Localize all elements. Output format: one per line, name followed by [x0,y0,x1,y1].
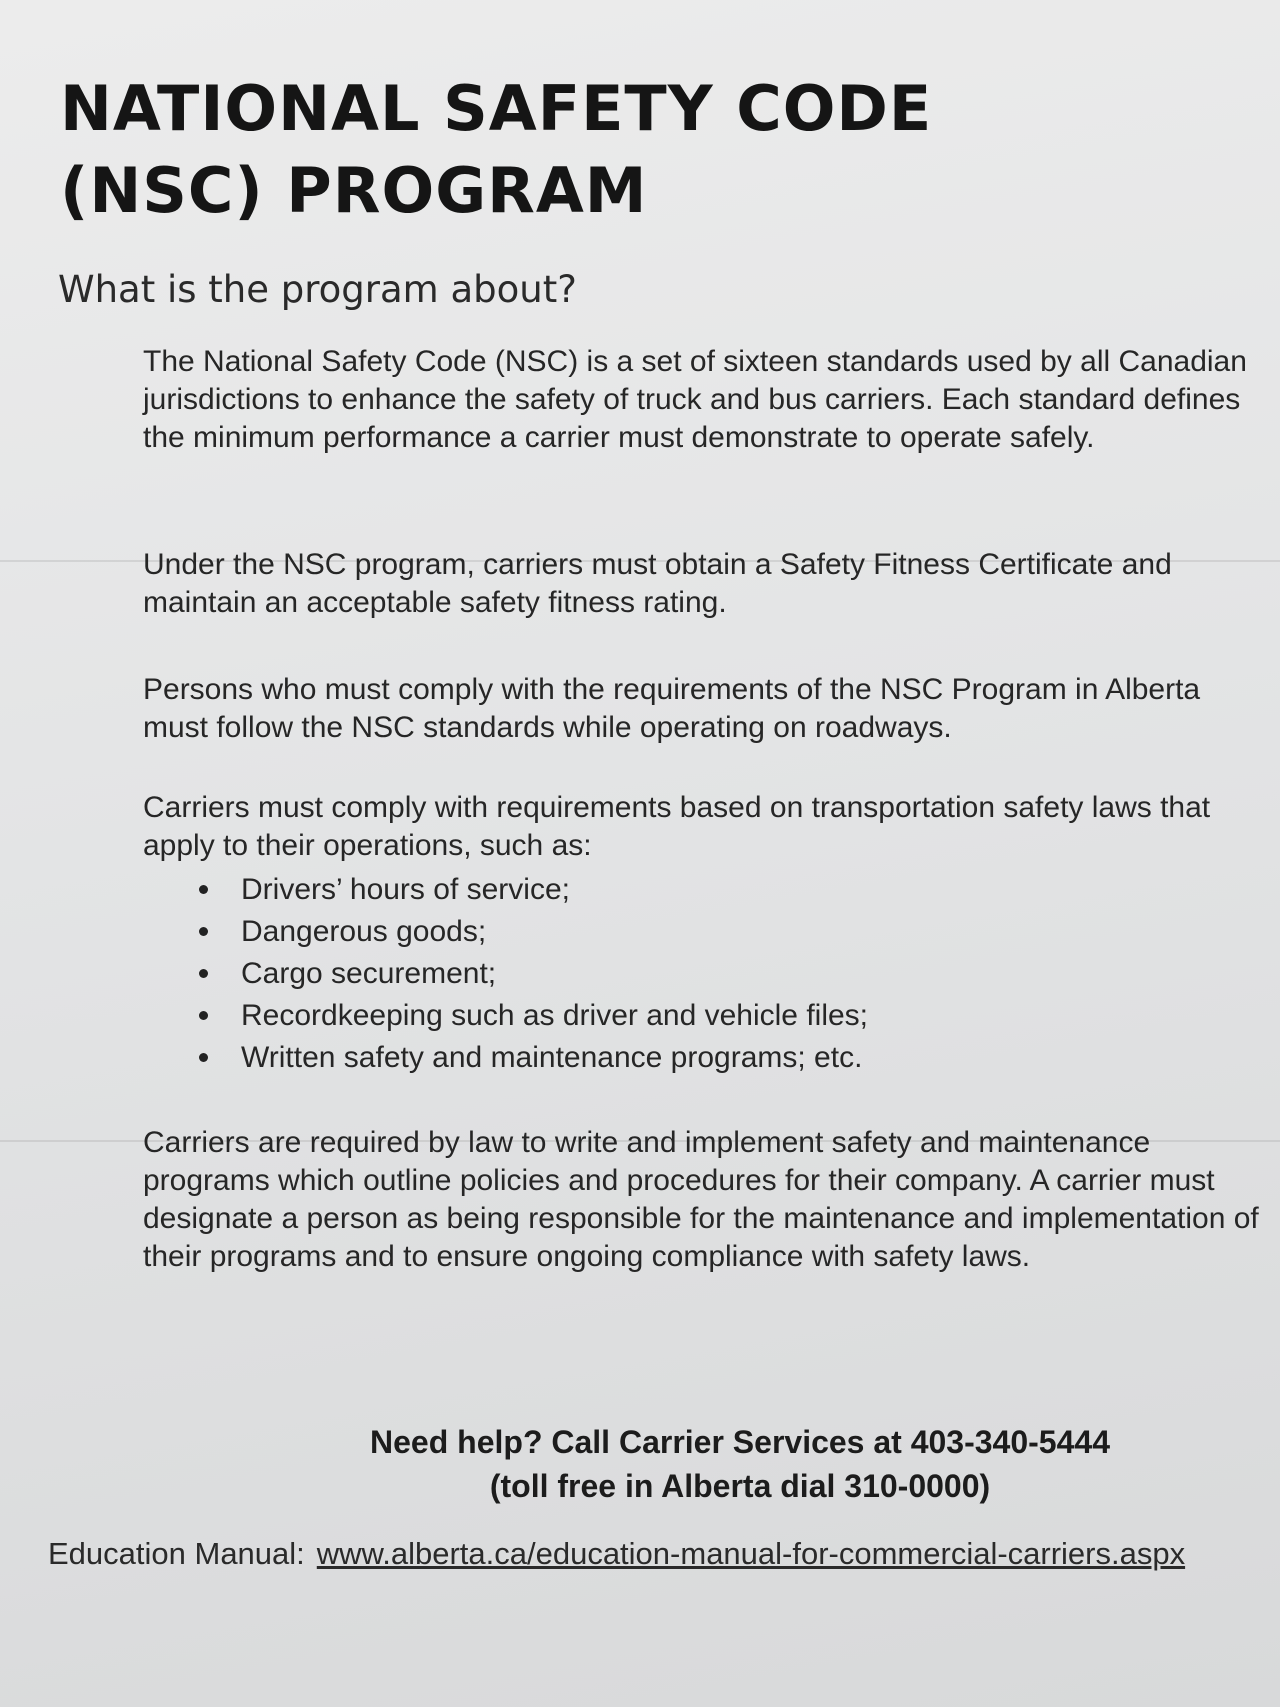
bullet-icon [199,1053,208,1062]
help-contact [0,1420,1280,1508]
list-item [199,911,1263,953]
list-item [199,869,1263,911]
paragraph-nsc-definition [143,343,1263,457]
list-item-text: Cargo securement; [241,957,497,990]
list-item [199,1037,1263,1079]
paragraph-maintenance-programs [143,1124,1263,1276]
title-line-1: NATIONAL SAFETY CODE [60,72,933,145]
list-item-text: Written safety and maintenance programs; etc. [241,1041,863,1074]
list-item [199,995,1263,1037]
paragraph-text: Carriers are required by law to write and implement safety and maintenance programs which outline policies and procedures for their company. A carrier must designate a person as being responsible for the maintenance and implementation of their programs and to ensure ongoing compliance with safety laws. [143,1126,1259,1273]
bullet-icon [199,969,208,978]
paragraph-text: Persons who must comply with the requirements of the NSC Program in Alberta must follow the NSC standards while operating on roadways. [143,673,1201,744]
help-line-toll-free: (toll free in Alberta dial 310-0000) [489,1468,991,1504]
paragraph-text: Under the NSC program, carriers must obtain a Safety Fitness Certificate and maintain an acceptable safety fitness rating. [143,548,1172,619]
paragraph-safety-certificate [143,546,1263,622]
page-title [60,68,1210,232]
bullet-icon [199,927,208,936]
list-item-text: Drivers’ hours of service; [241,873,570,906]
requirements-list [199,869,1263,1079]
paragraph-compliance-alberta [143,671,1263,747]
section-heading: What is the program about? [58,268,577,311]
paragraph-text: The National Safety Code (NSC) is a set of sixteen standards used by all Canadian jurisdictions to enhance the safety of truck and bus carriers. Each standard defines the minimum performance a carrier must demonstrate to operate safely. [143,345,1247,454]
bullet-icon [199,1011,208,1020]
bullet-icon [199,885,208,894]
list-item-text: Dangerous goods; [241,915,487,948]
list-item [199,953,1263,995]
education-manual-link[interactable]: www.alberta.ca/education-manual-for-commercial-carriers.aspx [316,1536,1186,1571]
list-item-text: Recordkeeping such as driver and vehicle files; [241,999,868,1032]
education-manual [48,1536,1185,1572]
paragraph-text: Carriers must comply with requirements based on transportation safety laws that apply to their operations, such as: [143,791,1211,862]
education-manual-label: Education Manual: [48,1536,305,1571]
paragraph-requirements [143,789,1263,1079]
title-line-2: (NSC) PROGRAM [60,154,648,227]
help-line-phone: Need help? Call Carrier Services at 403-340-5444 [370,1424,1110,1460]
